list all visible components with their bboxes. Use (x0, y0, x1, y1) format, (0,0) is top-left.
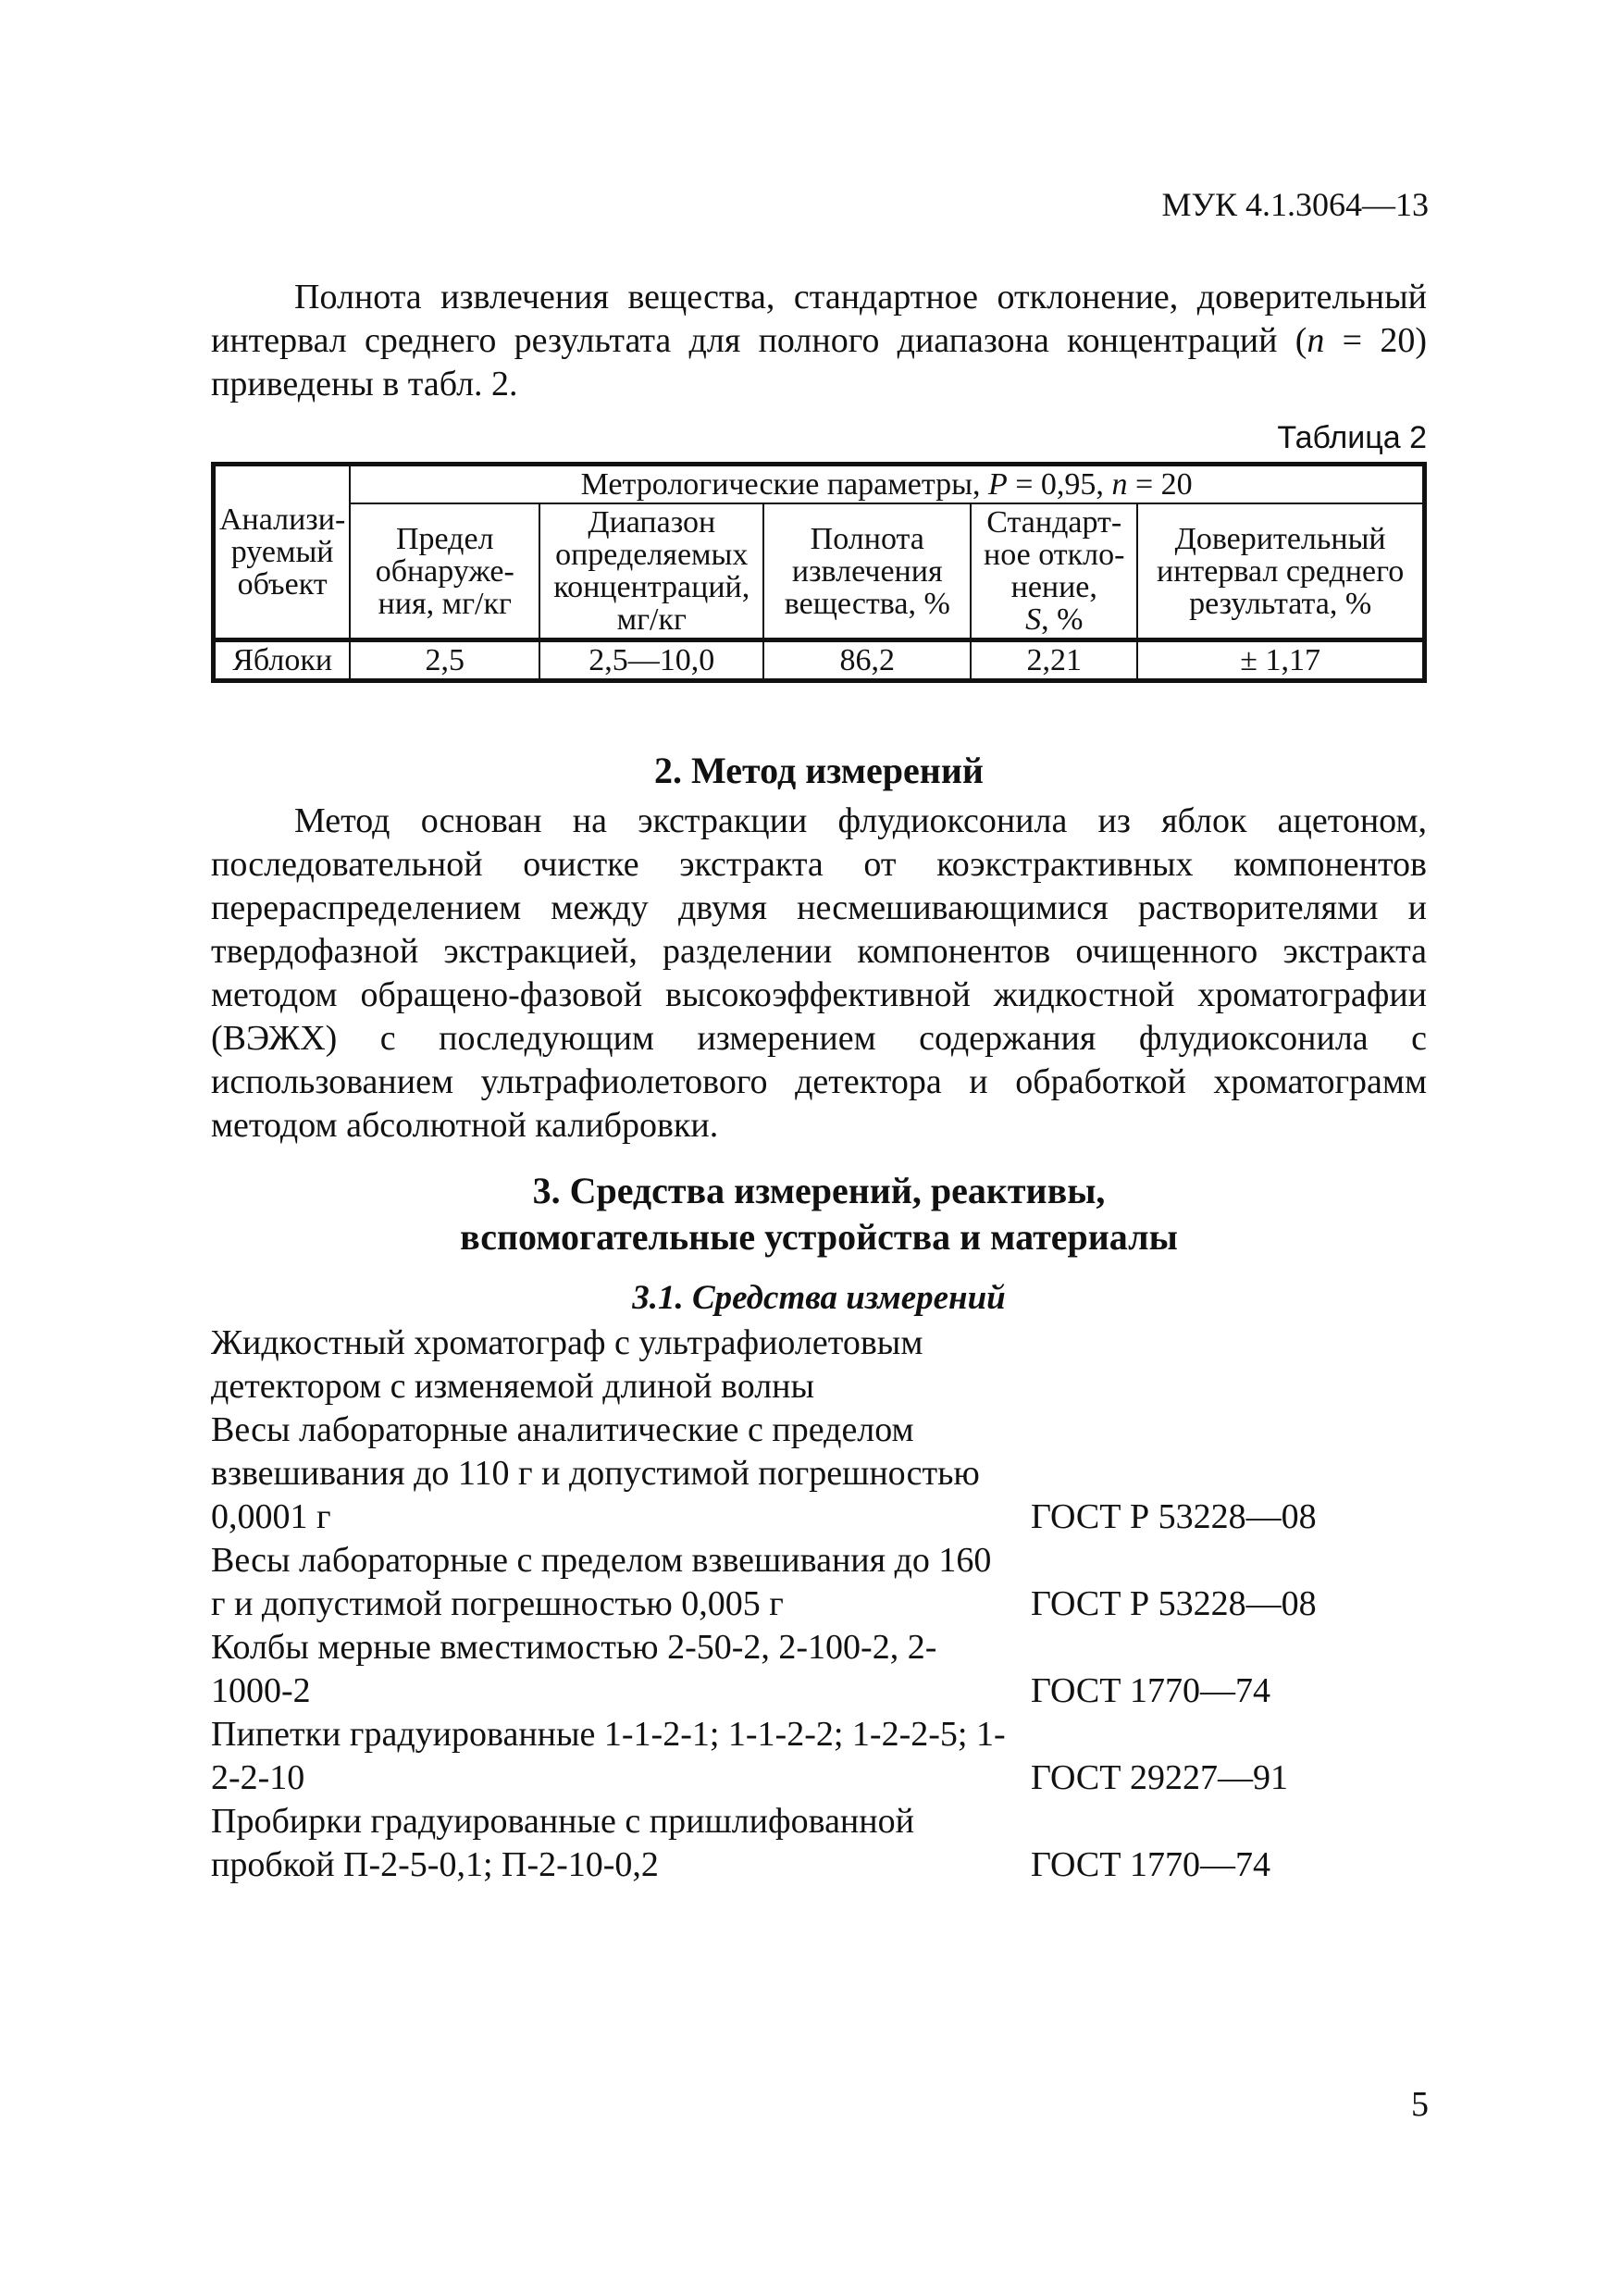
intro-n-variable: n (1307, 321, 1325, 360)
equipment-description: Колбы мерные вместимостью 2-50-2, 2-100-2, 2-1000-2 (211, 1628, 937, 1710)
group-header-text: = 0,95, (1007, 467, 1112, 502)
list-item (211, 1800, 1427, 1887)
equipment-description: Весы лабораторные с пределом взвешивания до 160 г и допустимой погрешностью 0,005 г (211, 1541, 992, 1623)
list-item (211, 1409, 1427, 1539)
list-item (211, 1626, 1427, 1713)
column-header: Полнота извлечения вещества, % (763, 503, 971, 640)
table-cell: ± 1,17 (1137, 640, 1424, 681)
group-header-text: Метрологические параметры, (580, 467, 988, 502)
s-variable: S (1025, 602, 1042, 637)
p-variable: P (987, 467, 1008, 502)
list-item (211, 1713, 1427, 1800)
page-number: 5 (1411, 2085, 1429, 2124)
group-header (350, 465, 1424, 504)
column-header: Диапазон определяемых концентраций, мг/кг (539, 503, 763, 640)
equipment-description: Жидкостный хроматограф с ультрафиолетовым детектором с изменяемой длиной волны (211, 1323, 923, 1406)
section-3-title-line-1: 3. Средства измерений, реактивы, (532, 1170, 1106, 1211)
column-header-unit: , % (1041, 602, 1084, 637)
list-item (211, 1322, 1427, 1409)
table-cell: 86,2 (763, 640, 971, 681)
intro-text-part: = 20) приведены в табл. 2. (211, 321, 1427, 403)
equipment-standard: ГОСТ 29227—91 (1031, 1758, 1288, 1797)
equipment-standard: ГОСТ Р 53228—08 (1031, 1497, 1317, 1536)
intro-text-part: Полнота извлечения вещества, стандартное отклонение, доверительный интервал среднего результата для полного диапазона концентраций ( (211, 278, 1427, 360)
table-row (214, 640, 1425, 681)
table-cell: 2,5—10,0 (539, 640, 763, 681)
column-header (971, 503, 1137, 640)
section-2-text: Метод основан на экстракции флудиоксонила из яблок ацетоном, последовательной очистке экстракта от коэкстрактивных компонентов перераспределением между двумя несмешивающимися растворителями и твердофазной экстракцией, разделении компонентов очищенного экстракта методом обращено-фазовой высокоэффективной жидкостной хроматографии (ВЭЖХ) с последующим измерением содержания флудиоксонила с использованием ультрафиолетового детектора и обработкой хроматограмм методом абсолютной калибровки. (211, 801, 1427, 1145)
equipment-description: Весы лабораторные аналитические с пределом взвешивания до 110 г и допустимой погрешностью 0,0001 г (211, 1410, 980, 1536)
column-header: Доверительный интервал среднего результата, % (1137, 503, 1424, 640)
equipment-standard: ГОСТ Р 53228—08 (1031, 1584, 1317, 1623)
equipment-standard: ГОСТ 1770—74 (1031, 1845, 1270, 1884)
intro-paragraph (211, 276, 1427, 406)
equipment-list (211, 1322, 1427, 1887)
section-3-title-line-2: вспомогательные устройства и материалы (460, 1216, 1178, 1258)
document-code: МУК 4.1.3064—13 (1161, 186, 1429, 223)
equipment-standard: ГОСТ 1770—74 (1031, 1671, 1270, 1710)
subsection-3-1-title: 3.1. Средства измерений (632, 1279, 1006, 1317)
table-cell: Яблоки (214, 640, 351, 681)
table-cell: 2,21 (971, 640, 1137, 681)
n-variable: n (1111, 467, 1128, 502)
equipment-description: Пипетки градуированные 1-1-2-1; 1-1-2-2; 1-2-2-5; 1-2-2-10 (211, 1715, 1006, 1797)
list-item (211, 1539, 1427, 1626)
column-header: Предел обнаружения, мг/кг (350, 503, 539, 640)
table-cell: 2,5 (350, 640, 539, 681)
column-header-text: Стандартное отклонение, (984, 505, 1125, 604)
object-header: Анализируемый объект (214, 465, 351, 640)
equipment-description: Пробирки градуированные с пришлифованной пробкой П-2-5-0,1; П-2-10-0,2 (211, 1802, 914, 1884)
table-caption: Таблица 2 (1277, 420, 1427, 455)
page-content (211, 276, 1427, 1887)
group-header-text: = 20 (1127, 467, 1193, 502)
metrology-table (211, 462, 1427, 683)
section-2-title: 2. Метод измерений (654, 750, 984, 791)
